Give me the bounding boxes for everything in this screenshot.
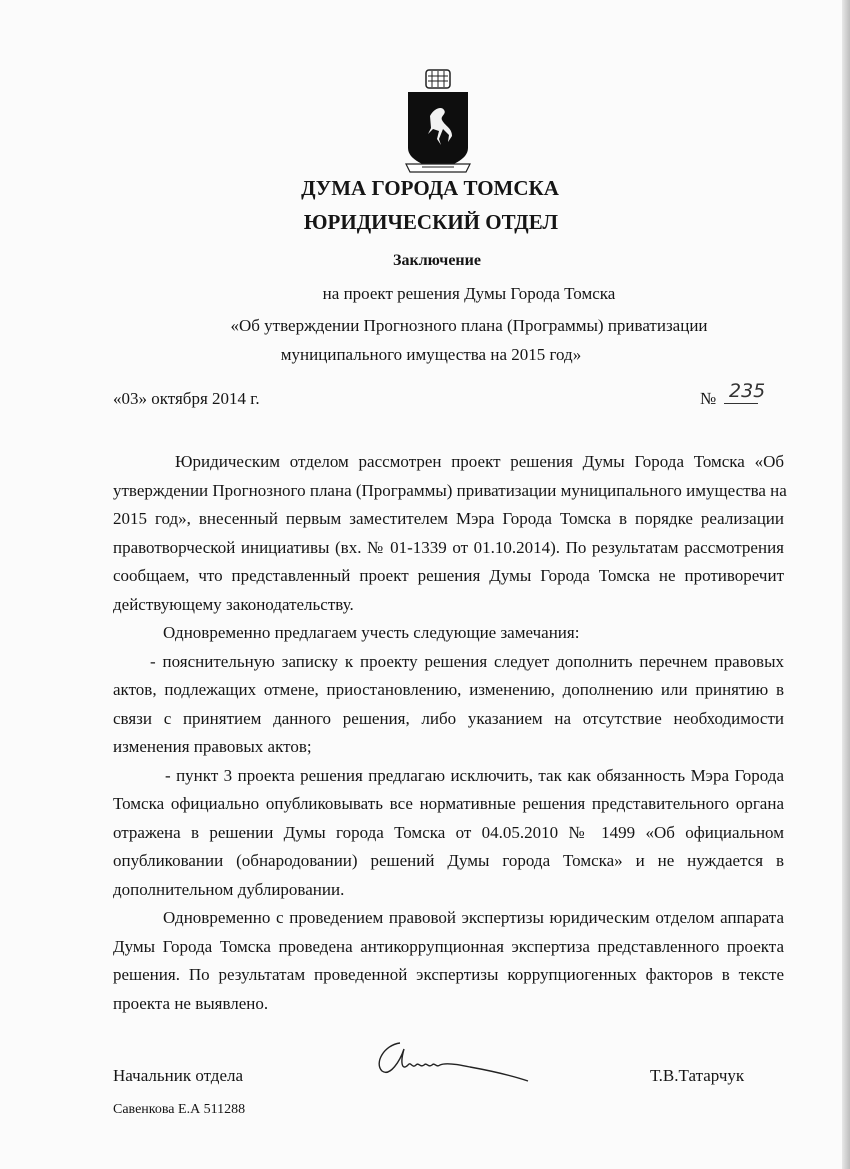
scan-edge bbox=[842, 0, 850, 1169]
text-line: действующему законодательству. bbox=[113, 594, 354, 614]
text-line: - пункт 3 проекта решения предлагаю исключить, так как обязанность Мэра Города bbox=[165, 765, 784, 785]
document-date: «03» октября 2014 г. bbox=[113, 389, 260, 408]
handwritten-signature bbox=[370, 1035, 560, 1083]
text-line: опубликовании (обнародовании) решений Думы города Томска» и не нуждается в bbox=[113, 851, 784, 870]
text-line: 2015 год», внесенный первым заместителем Мэра Города Томска в порядке реализации bbox=[113, 509, 784, 528]
paragraph bbox=[113, 648, 784, 762]
paragraph bbox=[113, 619, 784, 648]
text-line: Думы Города Томска проведена антикоррупционная экспертиза представленного проекта bbox=[113, 936, 784, 956]
subject-line: на проект решения Думы Города Томска bbox=[322, 284, 616, 303]
text-line: правотворческой инициативы (вх. № 01-1339 от 01.10.2014). По результатам рассмотрения bbox=[113, 537, 784, 557]
document-body bbox=[113, 448, 787, 1018]
department-name: ЮРИДИЧЕСКИЙ ОТДЕЛ bbox=[303, 210, 559, 234]
document-number: 235 bbox=[729, 380, 766, 402]
text-line: проекта не выявлено. bbox=[113, 993, 269, 1013]
text-line: утверждении Прогнозного плана (Программы) приватизации муниципального имущества на bbox=[113, 480, 787, 500]
text-line: дополнительном дублировании. bbox=[113, 879, 345, 899]
text-line: - пояснительную записку к проекту решения следует дополнить перечнем правовых bbox=[150, 651, 784, 671]
number-label: № bbox=[700, 389, 717, 408]
text-line: Томска официально опубликовывать все нормативные решения представительного органа bbox=[113, 794, 784, 813]
text-line: связи с принятием данного решения, либо указанием на отсутствие необходимости bbox=[113, 708, 784, 728]
text-line: решения. По результатам проведенной экспертизы коррупциогенных факторов в тексте bbox=[113, 965, 784, 984]
text-line: Одновременно с проведением правовой экспертизы юридическим отделом аппарата bbox=[163, 908, 784, 927]
organization-name: ДУМА ГОРОДА ТОМСКА bbox=[301, 176, 559, 200]
text-line: Юридическим отделом рассмотрен проект решения Думы Города Томска «Об bbox=[175, 452, 784, 471]
number-underline bbox=[724, 403, 758, 404]
text-line: изменения правовых актов; bbox=[113, 737, 312, 756]
subject-line: муниципального имущества на 2015 год» bbox=[280, 345, 582, 364]
text-line: сообщаем, что представленный проект решения Думы Города Томска не противоречит bbox=[113, 566, 784, 585]
text-line: Одновременно предлагаем учесть следующие замечания: bbox=[163, 623, 580, 642]
paragraph bbox=[113, 762, 784, 905]
coat-of-arms-emblem bbox=[404, 68, 472, 180]
paragraph bbox=[113, 904, 784, 1018]
signatory-name: Т.В.Татарчук bbox=[650, 1066, 745, 1085]
subject-line: «Об утверждении Прогнозного плана (Программы) приватизации bbox=[230, 316, 708, 335]
paragraph bbox=[113, 448, 787, 619]
document-type: Заключение bbox=[393, 252, 481, 269]
executor-contact: Савенкова Е.А 511288 bbox=[113, 1102, 246, 1117]
signer-position: Начальник отдела bbox=[113, 1066, 244, 1085]
text-line: актов, подлежащих отмене, приостановлению, изменению, дополнению или принятию в bbox=[113, 680, 784, 699]
text-line: отражена в решении Думы города Томска от 04.05.2010 № 1499 «Об официальном bbox=[113, 822, 784, 842]
